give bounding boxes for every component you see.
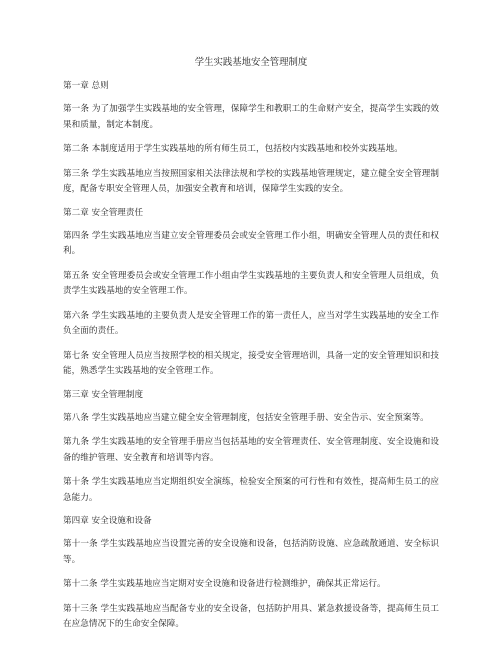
paragraph: 第十一条 学生实践基地应当设置完善的安全设施和设备，包括消防设施、应急疏散通道、安全标识等。: [63, 539, 439, 565]
paragraph: 第十二条 学生实践基地应当定期对安全设施和设备进行检测维护，确保其正常运行。: [63, 579, 386, 589]
paragraph: 第九条 学生实践基地的安全管理手册应当包括基地的安全管理责任、安全管理制度、安全设施和设备的维护管理、安全教育和培训等内容。: [63, 437, 439, 463]
paragraph: 第四条 学生实践基地应当建立安全管理委员会或安全管理工作小组，明确安全管理人员的责任和权利。: [63, 230, 439, 256]
document-title: 学生实践基地安全管理制度: [194, 57, 308, 68]
paragraph: 第五条 安全管理委员会或安全管理工作小组由学生实践基地的主要负责人和安全管理人员组成，负责学生实践基地的安全管理工作。: [63, 270, 439, 296]
section-heading: 第一章 总则: [63, 81, 109, 91]
paragraph: 第三条 学生实践基地应当按照国家相关法律法规和学校的实践基地管理规定，建立健全安全管理制度，配备专职安全管理人员，加强安全教育和培训，保障学生实践的安全。: [63, 168, 439, 194]
section-3: [63, 389, 439, 507]
paragraph: 第十三条 学生实践基地应当配备专业的安全设备，包括防护用具、紧急救援设备等，提高师生员工在应急情况下的生命安全保障。: [63, 603, 439, 629]
section-heading: 第二章 安全管理责任: [63, 207, 144, 218]
section-1: [63, 80, 439, 198]
paragraph: 第十条 学生实践基地应当定期组织安全演练，检验安全预案的可行性和有效性，提高师生员工的应急能力。: [63, 477, 439, 503]
section-4: [63, 515, 439, 633]
section-heading: 第三章 安全管理制度: [63, 389, 144, 400]
section-2: [63, 207, 439, 380]
paragraph: 第六条 学生实践基地的主要负责人是安全管理工作的第一责任人，应当对学生实践基地的安全工作负全面的责任。: [63, 310, 439, 336]
paragraph: 第七条 安全管理人员应当按照学校的相关规定，接受安全管理培训，具备一定的安全管理知识和技能，熟悉学生实践基地的安全管理工作。: [63, 350, 439, 376]
paragraph: 第八条 学生实践基地应当建立健全安全管理制度，包括安全管理手册、安全告示、安全预案等。: [63, 412, 429, 423]
paragraph: 第二条 本制度适用于学生实践基地的所有师生员工，包括校内实践基地和校外实践基地。: [63, 144, 403, 154]
section-heading: 第四章 安全设施和设备: [63, 516, 152, 526]
paragraph: 第一条 为了加强学生实践基地的安全管理，保障学生和教职工的生命财产安全，提高学生实践的效果和质量，制定本制度。: [63, 104, 439, 130]
